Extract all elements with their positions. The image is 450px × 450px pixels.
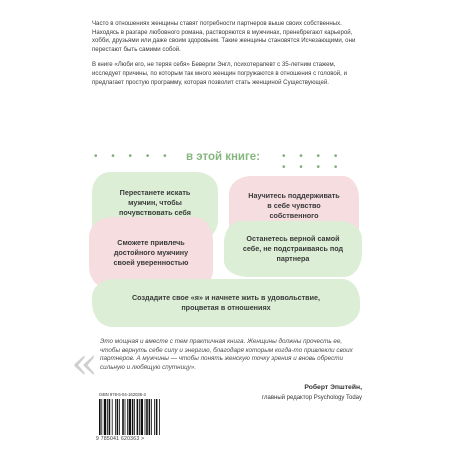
benefit-text-5: Создадите свое «я» и начнете жить в удовольствие, процветая в отношениях — [131, 293, 320, 312]
benefit-text-2: Научитесь поддерживать в себе чувство собственного — [248, 191, 340, 220]
benefit-blob-5 — [92, 279, 360, 327]
dots-right-decoration: • • • • • • • • — [282, 151, 343, 173]
barcode-digits: 9 785041 620363 > — [96, 436, 145, 442]
quote-mark-icon: « — [71, 338, 98, 389]
section-title: в этой книге: — [186, 151, 261, 163]
section-heading — [92, 151, 360, 173]
intro-text — [92, 20, 360, 94]
benefit-text-1: Перестанете искать мужчин, чтобы почувствовать себя — [119, 188, 191, 217]
intro-paragraph-1: Часто в отношениях женщины ставят потребности партнеров выше своих собственных. Находясь в разгаре любовного романа, растворяются в мужчинах, пренебрегают карьерой, хобби, друзьями или даже своим здоровьем. Такие женщины становятся Исчезающими, они перестают быть самими собой. — [92, 20, 356, 53]
benefit-text-3: Сможете привлечь достойного мужчину своей уверенностью — [113, 238, 189, 267]
benefit-text-4: Останетесь верной самой себе, не подстраиваясь под партнера — [242, 234, 344, 263]
barcode-icon — [99, 399, 179, 435]
intro-paragraph-2: В книге «Люби его, не теряя себя» Беверли Энгл, психотерапевт с 35-летним стажем, исследует причины, по которым так много женщин погружаются в отношения с головой, и предлагает простую программу, которая позволит стать женщиной Существующей. — [92, 61, 347, 86]
quote-author-role: главный редактор Psychology Today — [261, 395, 362, 401]
isbn-label: ISBN 978-5-04-162036-3 — [99, 392, 146, 397]
quote-author: Роберт Эпштейн, — [304, 384, 362, 391]
review-quote: Это мощная и вместе с тем практичная книга. Женщины должны прочесть ее, чтобы вернуть себе силу и энергию, благодаря которым когда-то привлекли своих партнеров. А мужчины — чтобы понять женскую точку зрения и вновь обрести сильную и любящую спутницу». — [100, 338, 353, 371]
dots-left-decoration: • • • • • — [94, 151, 173, 162]
benefit-blob-4 — [224, 221, 362, 277]
